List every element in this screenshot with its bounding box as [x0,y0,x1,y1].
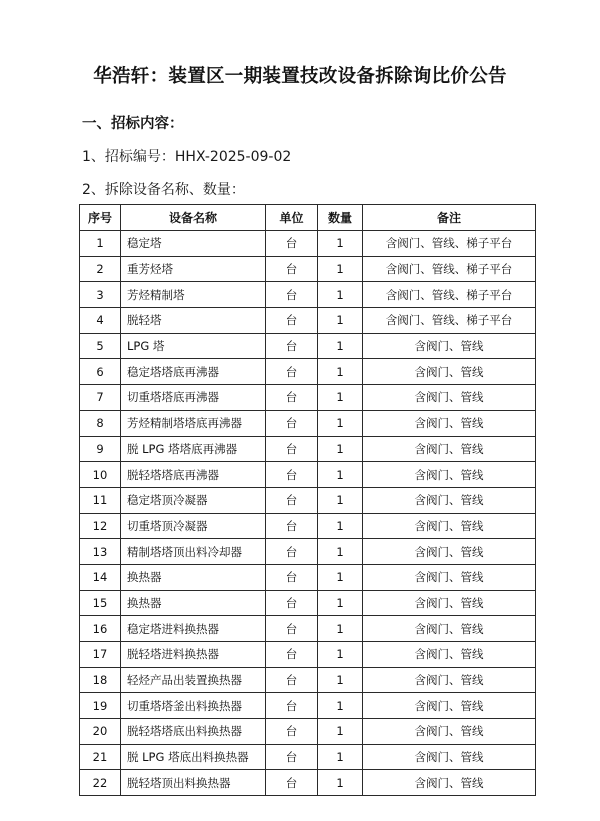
cell-quantity: 1 [318,744,363,770]
cell-quantity: 1 [318,359,363,385]
cell-remark: 含阀门、管线、梯子平台 [363,308,536,334]
cell-quantity: 1 [318,333,363,359]
cell-no: 10 [80,462,121,488]
cell-remark: 含阀门、管线 [363,462,536,488]
cell-unit: 台 [266,231,318,257]
table-row [80,590,536,616]
cell-unit: 台 [266,282,318,308]
cell-quantity: 1 [318,564,363,590]
cell-remark: 含阀门、管线 [363,539,536,565]
cell-unit: 台 [266,539,318,565]
cell-remark: 含阀门、管线 [363,487,536,513]
document-title: 华浩轩：装置区一期装置技改设备拆除询比价公告 [93,66,507,87]
cell-remark: 含阀门、管线 [363,436,536,462]
cell-remark: 含阀门、管线、梯子平台 [363,282,536,308]
table-body [80,231,536,796]
cell-remark: 含阀门、管线 [363,410,536,436]
cell-equipment-name: 脱轻塔塔底出料换热器 [121,719,266,745]
table-row [80,770,536,796]
cell-unit: 台 [266,719,318,745]
cell-unit: 台 [266,385,318,411]
cell-remark: 含阀门、管线 [363,359,536,385]
cell-unit: 台 [266,487,318,513]
cell-equipment-name: 切重塔塔底再沸器 [121,385,266,411]
cell-quantity: 1 [318,642,363,668]
cell-equipment-name: 换热器 [121,590,266,616]
cell-no: 18 [80,667,121,693]
cell-remark: 含阀门、管线、梯子平台 [363,231,536,257]
cell-quantity: 1 [318,308,363,334]
cell-no: 15 [80,590,121,616]
cell-quantity: 1 [318,539,363,565]
cell-no: 3 [80,282,121,308]
cell-quantity: 1 [318,436,363,462]
cell-unit: 台 [266,333,318,359]
table-header-row [80,205,536,231]
cell-quantity: 1 [318,770,363,796]
cell-no: 4 [80,308,121,334]
table-row [80,487,536,513]
cell-equipment-name: 精制塔塔顶出料冷却器 [121,539,266,565]
cell-no: 11 [80,487,121,513]
cell-no: 12 [80,513,121,539]
cell-quantity: 1 [318,719,363,745]
table-row [80,642,536,668]
table-row [80,693,536,719]
cell-remark: 含阀门、管线 [363,719,536,745]
cell-unit: 台 [266,693,318,719]
cell-quantity: 1 [318,410,363,436]
cell-unit: 台 [266,308,318,334]
header-remark: 备注 [363,205,536,231]
cell-quantity: 1 [318,487,363,513]
cell-unit: 台 [266,513,318,539]
cell-quantity: 1 [318,256,363,282]
cell-remark: 含阀门、管线 [363,744,536,770]
table-row [80,359,536,385]
table-row [80,282,536,308]
cell-equipment-name: 换热器 [121,564,266,590]
cell-quantity: 1 [318,667,363,693]
cell-equipment-name: 重芳烃塔 [121,256,266,282]
cell-no: 17 [80,642,121,668]
table-row [80,564,536,590]
cell-equipment-name: 稳定塔顶冷凝器 [121,487,266,513]
cell-no: 16 [80,616,121,642]
cell-unit: 台 [266,770,318,796]
table-row [80,436,536,462]
cell-no: 21 [80,744,121,770]
cell-equipment-name: 脱轻塔塔底再沸器 [121,462,266,488]
cell-equipment-name: 脱 LPG 塔塔底再沸器 [121,436,266,462]
cell-remark: 含阀门、管线 [363,333,536,359]
header-unit: 单位 [266,205,318,231]
cell-quantity: 1 [318,462,363,488]
cell-unit: 台 [266,616,318,642]
cell-equipment-name: 芳烃精制塔塔底再沸器 [121,410,266,436]
cell-unit: 台 [266,436,318,462]
cell-equipment-name: 稳定塔塔底再沸器 [121,359,266,385]
cell-remark: 含阀门、管线 [363,385,536,411]
table-row [80,385,536,411]
cell-no: 1 [80,231,121,257]
cell-unit: 台 [266,256,318,282]
equipment-table [79,204,536,796]
cell-quantity: 1 [318,385,363,411]
header-no: 序号 [80,205,121,231]
section-heading-tender-content: 一、招标内容： [82,116,184,132]
cell-no: 9 [80,436,121,462]
cell-unit: 台 [266,590,318,616]
cell-remark: 含阀门、管线 [363,564,536,590]
table-row [80,513,536,539]
cell-equipment-name: 脱 LPG 塔底出料换热器 [121,744,266,770]
cell-remark: 含阀门、管线 [363,590,536,616]
table-row [80,719,536,745]
cell-remark: 含阀门、管线 [363,693,536,719]
cell-no: 6 [80,359,121,385]
equipment-list-caption: 2、拆除设备名称、数量： [82,182,245,198]
cell-equipment-name: LPG 塔 [121,333,266,359]
cell-quantity: 1 [318,282,363,308]
cell-equipment-name: 脱轻塔进料换热器 [121,642,266,668]
cell-quantity: 1 [318,590,363,616]
cell-unit: 台 [266,564,318,590]
cell-quantity: 1 [318,693,363,719]
cell-quantity: 1 [318,616,363,642]
cell-equipment-name: 脱轻塔顶出料换热器 [121,770,266,796]
cell-no: 14 [80,564,121,590]
table-row [80,308,536,334]
cell-equipment-name: 稳定塔进料换热器 [121,616,266,642]
cell-no: 13 [80,539,121,565]
cell-no: 20 [80,719,121,745]
table-row [80,616,536,642]
cell-equipment-name: 稳定塔 [121,231,266,257]
cell-unit: 台 [266,462,318,488]
cell-equipment-name: 芳烃精制塔 [121,282,266,308]
cell-no: 22 [80,770,121,796]
table-row [80,231,536,257]
header-qty: 数量 [318,205,363,231]
cell-remark: 含阀门、管线 [363,513,536,539]
cell-equipment-name: 轻烃产品出装置换热器 [121,667,266,693]
cell-equipment-name: 脱轻塔 [121,308,266,334]
cell-unit: 台 [266,744,318,770]
cell-remark: 含阀门、管线、梯子平台 [363,256,536,282]
cell-remark: 含阀门、管线 [363,770,536,796]
cell-quantity: 1 [318,513,363,539]
cell-quantity: 1 [318,231,363,257]
cell-equipment-name: 切重塔塔釜出料换热器 [121,693,266,719]
cell-unit: 台 [266,642,318,668]
table-row [80,667,536,693]
table-row [80,256,536,282]
table-row [80,410,536,436]
cell-unit: 台 [266,667,318,693]
header-name: 设备名称 [121,205,266,231]
cell-equipment-name: 切重塔顶冷凝器 [121,513,266,539]
tender-number-line: 1、招标编号：HHX-2025-09-02 [82,149,292,165]
cell-no: 8 [80,410,121,436]
table-row [80,462,536,488]
cell-no: 19 [80,693,121,719]
table-row [80,744,536,770]
cell-no: 7 [80,385,121,411]
table-row [80,539,536,565]
cell-remark: 含阀门、管线 [363,642,536,668]
cell-no: 2 [80,256,121,282]
table-row [80,333,536,359]
cell-unit: 台 [266,359,318,385]
cell-no: 5 [80,333,121,359]
cell-remark: 含阀门、管线 [363,667,536,693]
cell-remark: 含阀门、管线 [363,616,536,642]
cell-unit: 台 [266,410,318,436]
